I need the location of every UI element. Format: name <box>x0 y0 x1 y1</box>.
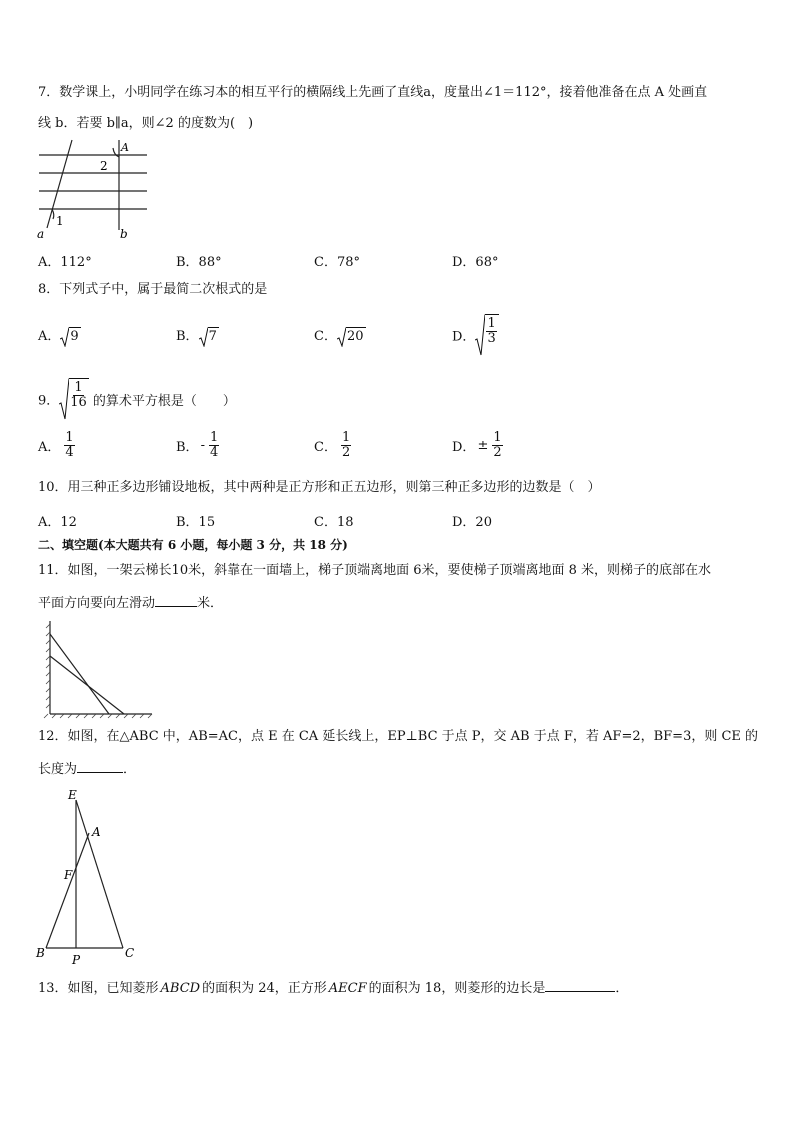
q11-line1: 11．如图，一架云梯长10米，斜靠在一面墙上，梯子顶端离地面 6米，要使梯子顶端离地面 8 米，则梯子的底部在水 <box>38 563 712 578</box>
ladder-after <box>50 656 124 714</box>
q7-option-a[interactable]: A．112° <box>38 255 92 270</box>
q12-answer-blank[interactable] <box>77 760 123 773</box>
sqrt-one-sixteenth <box>59 378 89 420</box>
label-B: B <box>36 946 45 960</box>
q8-option-b-letter: B． <box>176 329 199 344</box>
label-1: 1 <box>56 214 64 228</box>
q7-option-b[interactable]: B．88° <box>176 255 222 270</box>
q9-option-d[interactable]: D． ± $\frac{1}{2}$ <box>452 430 502 460</box>
sqrt-9: 9 <box>60 327 80 347</box>
frac-den: 16 <box>70 395 87 410</box>
label-E: E <box>68 788 77 802</box>
segment-CE <box>76 800 123 948</box>
label-F: F <box>64 868 73 882</box>
label-C: C <box>125 946 135 960</box>
q7-line1: 7．数学课上，小明同学在练习本的相互平行的横隔线上先画了直线a，度量出∠1＝112°，接着他准备在点 A 处画直 <box>38 85 708 100</box>
q12-line1: 12．如图，在△ABC 中，AB=AC，点 E 在 CA 延长线上，EP⊥BC 于点 P，交 AB 于点 F，若 AF=2，BF=3，则 CE 的 <box>38 729 759 744</box>
q9-option-a[interactable]: A． $\frac{1}{4}$ <box>38 430 74 460</box>
label-2: 2 <box>100 159 108 173</box>
q11-line2: 平面方向要向左滑动 米． <box>38 596 224 611</box>
sqrt-one-third <box>475 314 498 356</box>
q10-stem: 10．用三种正多边形铺设地板，其中两种是正方形和正五边形，则第三种正多边形的边数是（ ） <box>38 480 601 495</box>
q12-line2: 长度为 ． <box>38 762 137 777</box>
q8-option-a-letter: A． <box>38 329 61 344</box>
segment-BA <box>46 833 89 948</box>
q8-stem: 8．下列式子中，属于最简二次根式的是 <box>38 282 268 297</box>
section-title: 二、填空题(本大题共有 6 小题，每小题 3 分，共 18 分) <box>38 538 348 552</box>
q8-option-c[interactable] <box>314 325 366 347</box>
frac-num: 1 <box>487 316 496 331</box>
q10-option-c[interactable]: C．18 <box>314 515 354 530</box>
label-A: A <box>121 141 129 154</box>
ladder-before <box>50 634 109 714</box>
angle-1-arc <box>52 209 54 219</box>
q9-stem <box>38 378 236 420</box>
q10-option-a[interactable]: A．12 <box>38 515 77 530</box>
q9-number: 9． <box>38 393 60 409</box>
q8-option-d-letter: D． <box>452 329 476 345</box>
q8-option-c-letter: C． <box>314 329 337 344</box>
sqrt-7: 7 <box>199 327 219 347</box>
sqrt-20: 20 <box>337 327 366 347</box>
q8-option-a[interactable] <box>38 325 81 347</box>
q7-line2: 线 b．若要 b∥a，则∠2 的度数为( ) <box>38 116 254 131</box>
q9-stem-tail: 的算术平方根是（ ） <box>92 393 236 409</box>
square-name: AECF <box>328 981 367 996</box>
angle-2-arc <box>113 148 119 157</box>
q10-option-d[interactable]: D．20 <box>452 515 492 530</box>
frac-num: 1 <box>74 380 83 395</box>
label-A: A <box>92 825 101 839</box>
q13-answer-blank[interactable] <box>545 979 615 992</box>
q7-option-d[interactable]: D．68° <box>452 255 499 270</box>
q10-option-b[interactable]: B．15 <box>176 515 216 530</box>
label-b: b <box>120 227 128 241</box>
rhombus-name: ABCD <box>160 981 201 996</box>
q12-triangle-figure <box>32 784 144 968</box>
q9-option-b[interactable]: B． - $\frac{1}{4}$ <box>176 430 219 460</box>
label-P: P <box>72 953 81 967</box>
q8-option-d[interactable] <box>452 314 499 356</box>
q9-option-c[interactable]: C． $\frac{1}{2}$ <box>314 430 351 460</box>
q7-figure <box>36 138 156 242</box>
label-a: a <box>37 227 45 241</box>
q7-option-c[interactable]: C．78° <box>314 255 360 270</box>
q11-answer-blank[interactable] <box>155 594 197 607</box>
q11-ladder-figure <box>36 618 156 720</box>
q8-option-b[interactable] <box>176 325 219 347</box>
q13-stem: 13．如图，已知菱形 ABCD 的面积为 24，正方形 AECF 的面积为 18，则菱形的边长是 ． <box>38 981 629 996</box>
frac-den: 3 <box>487 331 496 346</box>
